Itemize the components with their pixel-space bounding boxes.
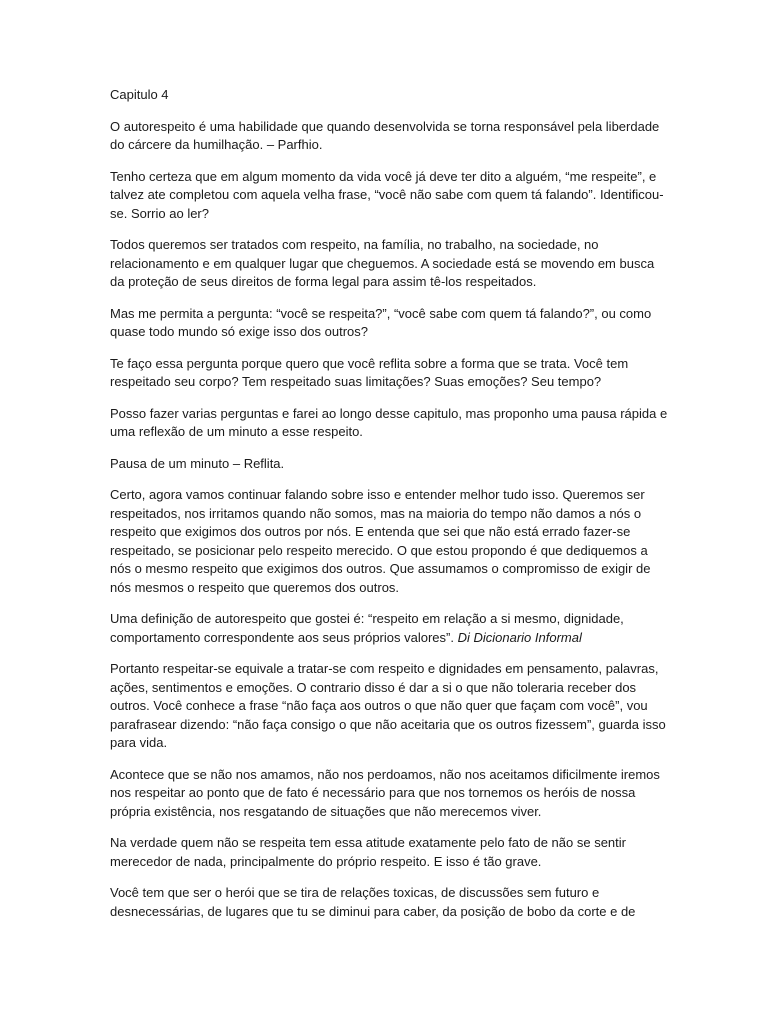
- definition-text: Uma definição de autorespeito que gostei é: “respeito em relação a si mesmo, dignidade, comportamento correspondente aos seus próprios valores”.: [110, 611, 624, 645]
- paragraph-4: Mas me permita a pergunta: “você se respeita?”, “você sabe com quem tá falando?”, ou como quase todo mundo só exige isso dos outros?: [110, 305, 652, 339]
- paragraph-12: Na verdade quem não se respeita tem essa atitude exatamente pelo fato de não se sentir merecedor de nada, principalmente do próprio respeito. E isso é tão grave.: [110, 835, 626, 869]
- paragraph-11: Acontece que se não nos amamos, não nos perdoamos, não nos aceitamos dificilmente iremos nos respeitar ao ponto que de fato é necessário para que nos tornemos os heróis de nossa própria existência, nos resgatando de situações que não merecemos viver.: [110, 766, 660, 819]
- paragraph-8: Certo, agora vamos continuar falando sobre isso e entender melhor tudo isso. Queremos ser respeitados, nos irritamos quando não somos, mas na maioria do tempo não damos a nós o respeito que exigimos dos outros por nós. E entenda que sei que não está errado fazer-se respeitado, se posicionar pelo respeito merecido. O que estou propondo é que dediquemos a nós o mesmo respeito que exigimos dos outros. Que assumamos o compromisso de exigir de nós mesmos o respeito que queremos dos outros.: [110, 487, 651, 595]
- paragraph-3: Todos queremos ser tratados com respeito, na família, no trabalho, na sociedade, no relacionamento e em qualquer lugar que cheguemos. A sociedade está se movendo em busca da proteção de seus direitos de forma legal para assim tê-los respeitados.: [110, 237, 655, 289]
- definition-source: Di Dicionario Informal: [457, 629, 582, 645]
- paragraph-13: Você tem que ser o herói que se tira de relações toxicas, de discussões sem futuro e desnecessárias, de lugares que tu se diminui para caber, da posição de bobo da corte e de: [110, 885, 636, 919]
- document-body: [110, 86, 670, 934]
- paragraph-2: Tenho certeza que em algum momento da vida você já deve ter dito a alguém, “me respeite”, e talvez ate completou com aquela velha frase, “você não sabe com quem tá falando”. Identificou-se. Sorrio ao ler?: [110, 168, 664, 221]
- chapter-title: Capitulo 4: [110, 87, 169, 102]
- paragraph-6: Posso fazer varias perguntas e farei ao longo desse capitulo, mas proponho uma pausa rápida e uma reflexão de um minuto a esse respeito.: [110, 405, 668, 439]
- paragraph-10: Portanto respeitar-se equivale a tratar-se com respeito e dignidades em pensamento, palavras, ações, sentimentos e emoções. O contrario disso é dar a si o que não toleraria receber dos outros. Você conhece a frase “não faça aos outros o que não quer que façam com você”, vou parafrasear dizendo: “não faça consigo o que não aceitaria que os outros fizessem”, guarda isso para vida.: [110, 661, 666, 750]
- paragraph-epigraph: O autorespeito é uma habilidade que quando desenvolvida se torna responsável pela liberdade do cárcere da humilhação. – Parfhio.: [110, 118, 660, 152]
- paragraph-definition: [110, 610, 670, 647]
- paragraph-pause: Pausa de um minuto – Reflita.: [110, 455, 285, 471]
- paragraph-5: Te faço essa pergunta porque quero que você reflita sobre a forma que se trata. Você tem respeitado seu corpo? Tem respeitado suas limitações? Suas emoções? Seu tempo?: [110, 355, 629, 389]
